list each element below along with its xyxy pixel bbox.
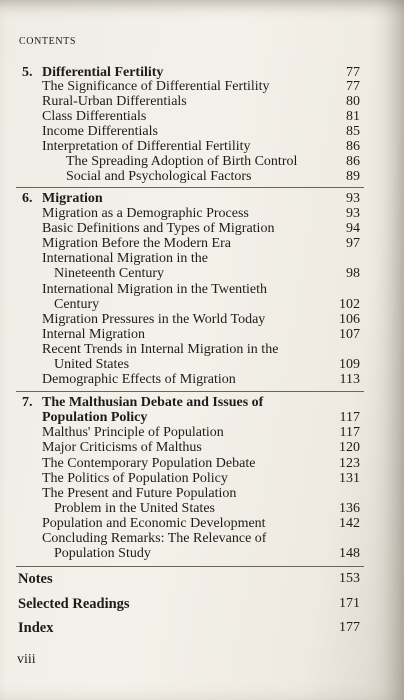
page-number: 120 [339, 440, 360, 455]
chapter-title-continued: Population Policy [42, 410, 148, 425]
back-matter-entry [0, 620, 404, 636]
entry-title-continued: Population Study [54, 546, 151, 561]
page-number: 153 [339, 571, 360, 586]
toc-entry [0, 251, 404, 267]
chapter-number: 6. [22, 191, 33, 206]
toc-entry [0, 342, 404, 358]
entry-title-continued: Nineteenth Century [54, 266, 165, 281]
entry-title: Interpretation of Differential Fertility [42, 139, 251, 154]
page-number: 142 [339, 516, 360, 531]
page-number: 148 [339, 546, 360, 561]
toc-entry [0, 425, 404, 441]
toc-entry [0, 312, 404, 328]
chapter-heading-continued [0, 410, 404, 426]
entry-title: Malthus' Principle of Population [42, 425, 224, 440]
entry-title: Income Differentials [42, 124, 158, 139]
chapter-title: Differential Fertility [42, 65, 164, 80]
toc-entry [0, 486, 404, 502]
toc-entry-continued [0, 501, 404, 517]
entry-title: Selected Readings [18, 596, 130, 612]
toc-entry-continued [0, 266, 404, 282]
page-number: 93 [346, 206, 360, 221]
toc-entry [0, 221, 404, 237]
page-number: 106 [339, 312, 360, 327]
toc-entry [0, 79, 404, 95]
entry-title: Internal Migration [42, 327, 146, 342]
toc-entry [0, 327, 404, 343]
page-number: 77 [346, 79, 360, 94]
entry-title: Migration Before the Modern Era [42, 236, 231, 251]
page-number: 102 [339, 297, 360, 312]
toc-entry [0, 94, 404, 110]
toc-entry [0, 236, 404, 252]
page-number: 98 [346, 266, 360, 281]
entry-title: Concluding Remarks: The Relevance of [42, 531, 267, 546]
entry-title: Rural-Urban Differentials [42, 94, 187, 109]
toc-entry [0, 531, 404, 547]
entry-title: Major Criticisms of Malthus [42, 440, 202, 455]
toc-subentry [0, 154, 404, 170]
toc-entry [0, 471, 404, 487]
page-number: 86 [346, 154, 360, 169]
entry-title: The Present and Future Population [42, 486, 237, 501]
toc-entry-continued [0, 297, 404, 313]
page-number: 171 [339, 596, 360, 611]
toc-entry [0, 516, 404, 532]
page-number: 113 [339, 372, 360, 387]
entry-title: The Politics of Population Policy [42, 471, 228, 486]
running-head: CONTENTS [19, 36, 77, 47]
chapter-title: The Malthusian Debate and Issues of [42, 395, 264, 410]
entry-title: Social and Psychological Factors [66, 169, 252, 184]
page-number: 123 [339, 456, 360, 471]
page-number: 109 [339, 357, 360, 372]
chapter-number: 5. [22, 65, 33, 80]
back-matter-entry [0, 571, 404, 587]
page-number: 77 [346, 65, 360, 80]
page-number: 81 [346, 109, 360, 124]
entry-title: International Migration in the [42, 251, 209, 266]
page-number: 86 [346, 139, 360, 154]
toc-entry [0, 456, 404, 472]
entry-title: Notes [18, 571, 53, 587]
page-number: 93 [346, 191, 360, 206]
page-number: 117 [339, 425, 360, 440]
entry-title: Recent Trends in Internal Migration in the [42, 342, 279, 357]
page-number: 117 [339, 410, 360, 425]
chapter-number: 7. [22, 395, 33, 410]
page-number: 107 [339, 327, 360, 342]
chapter-heading [0, 395, 404, 411]
entry-title: Demographic Effects of Migration [42, 372, 236, 387]
entry-title: The Spreading Adoption of Birth Control [66, 154, 298, 169]
toc-entry [0, 372, 404, 388]
entry-title: Migration Pressures in the World Today [42, 312, 266, 327]
toc-subentry [0, 169, 404, 185]
page-number: 177 [339, 620, 360, 635]
entry-title-continued: Problem in the United States [54, 501, 215, 516]
page-number: 80 [346, 94, 360, 109]
toc-entry [0, 139, 404, 155]
page-number: 89 [346, 169, 360, 184]
toc-entry [0, 124, 404, 140]
toc-entry-continued [0, 357, 404, 373]
entry-title: Class Differentials [42, 109, 147, 124]
divider [16, 187, 364, 188]
divider [16, 566, 364, 567]
entry-title: Population and Economic Development [42, 516, 266, 531]
toc-entry-continued [0, 546, 404, 562]
entry-title: International Migration in the Twentieth [42, 282, 268, 297]
entry-title: The Significance of Differential Fertility [42, 79, 270, 94]
toc-entry [0, 282, 404, 298]
entry-title: The Contemporary Population Debate [42, 456, 256, 471]
page-number: 94 [346, 221, 360, 236]
page-number: 136 [339, 501, 360, 516]
toc-entry [0, 440, 404, 456]
entry-title: Basic Definitions and Types of Migration [42, 221, 275, 236]
toc-entry [0, 109, 404, 125]
chapter-title: Migration [42, 191, 103, 206]
page-number: 131 [339, 471, 360, 486]
back-matter-entry [0, 596, 404, 612]
page-number: 85 [346, 124, 360, 139]
folio: viii [17, 652, 36, 667]
entry-title: Index [18, 620, 54, 636]
entry-title-continued: Century [54, 297, 100, 312]
toc-entry [0, 206, 404, 222]
chapter-heading [0, 191, 404, 207]
entry-title-continued: United States [54, 357, 130, 372]
entry-title: Migration as a Demographic Process [42, 206, 249, 221]
page-number: 97 [346, 236, 360, 251]
divider [16, 391, 364, 392]
